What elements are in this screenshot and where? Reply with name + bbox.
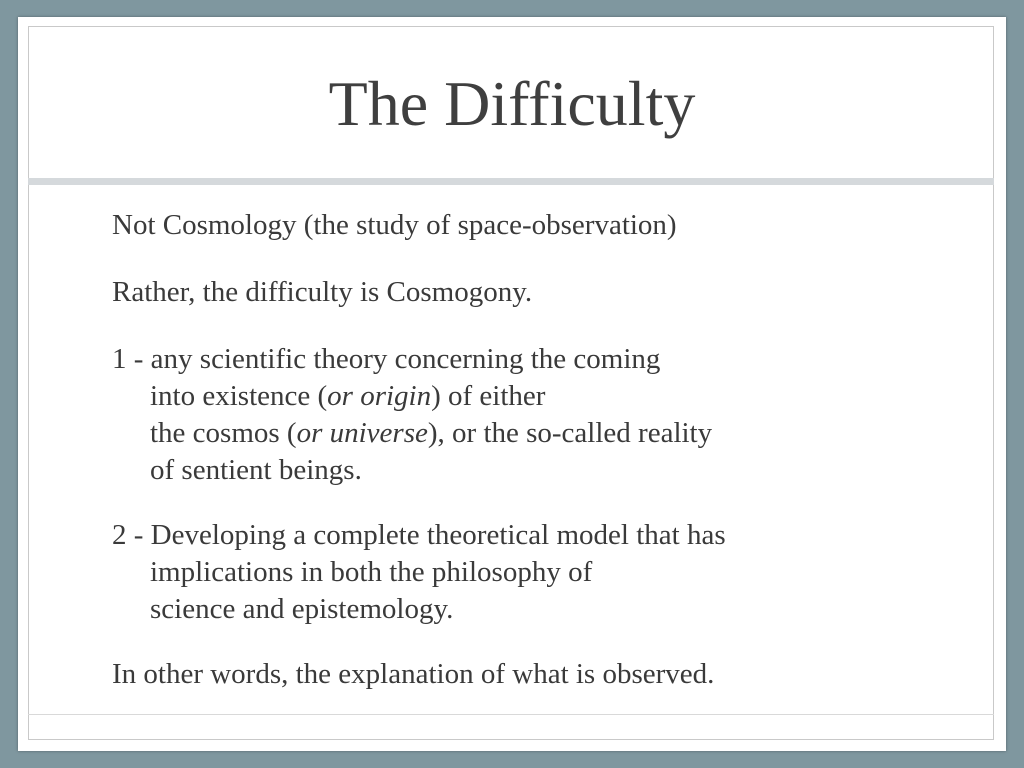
title-divider (28, 178, 994, 185)
list-item-1-line-4: of sentient beings. (150, 454, 362, 486)
paragraph-in-other-words: In other words, the explanation of what is observed. (112, 658, 715, 690)
list-item-1-line-3-text-a: the cosmos ( (150, 417, 297, 449)
list-item-1-line-2-text-b: ) of either (431, 380, 546, 412)
slide-title: The Difficulty (328, 68, 696, 139)
list-item-1-line-3 (112, 415, 972, 452)
list-item-2-line-1: 2 - Developing a complete theoretical model that has (112, 519, 726, 551)
list-item-1-italic-or-origin: or origin (327, 380, 432, 412)
slide-body (112, 207, 972, 723)
list-item-2 (112, 517, 972, 628)
list-item-1-line-2-text-a: into existence ( (150, 380, 328, 412)
bottom-divider (28, 714, 994, 715)
list-item-1-line-3-text-b: ), or the so-called reality (427, 417, 713, 449)
list-item-2-line-3: science and epistemology. (150, 593, 454, 625)
paragraph-cosmogony: Rather, the difficulty is Cosmogony. (112, 276, 533, 308)
list-item-1-italic-or-universe: or universe (296, 417, 428, 449)
slide (18, 17, 1006, 751)
list-item-2-line-2: implications in both the philosophy of (150, 556, 593, 588)
list-item-1-line-1: 1 - any scientific theory concerning the coming (112, 343, 661, 375)
paragraph-not-cosmology: Not Cosmology (the study of space-observation) (112, 209, 677, 241)
list-item-1 (112, 341, 972, 489)
list-item-1-line-2 (112, 378, 972, 415)
